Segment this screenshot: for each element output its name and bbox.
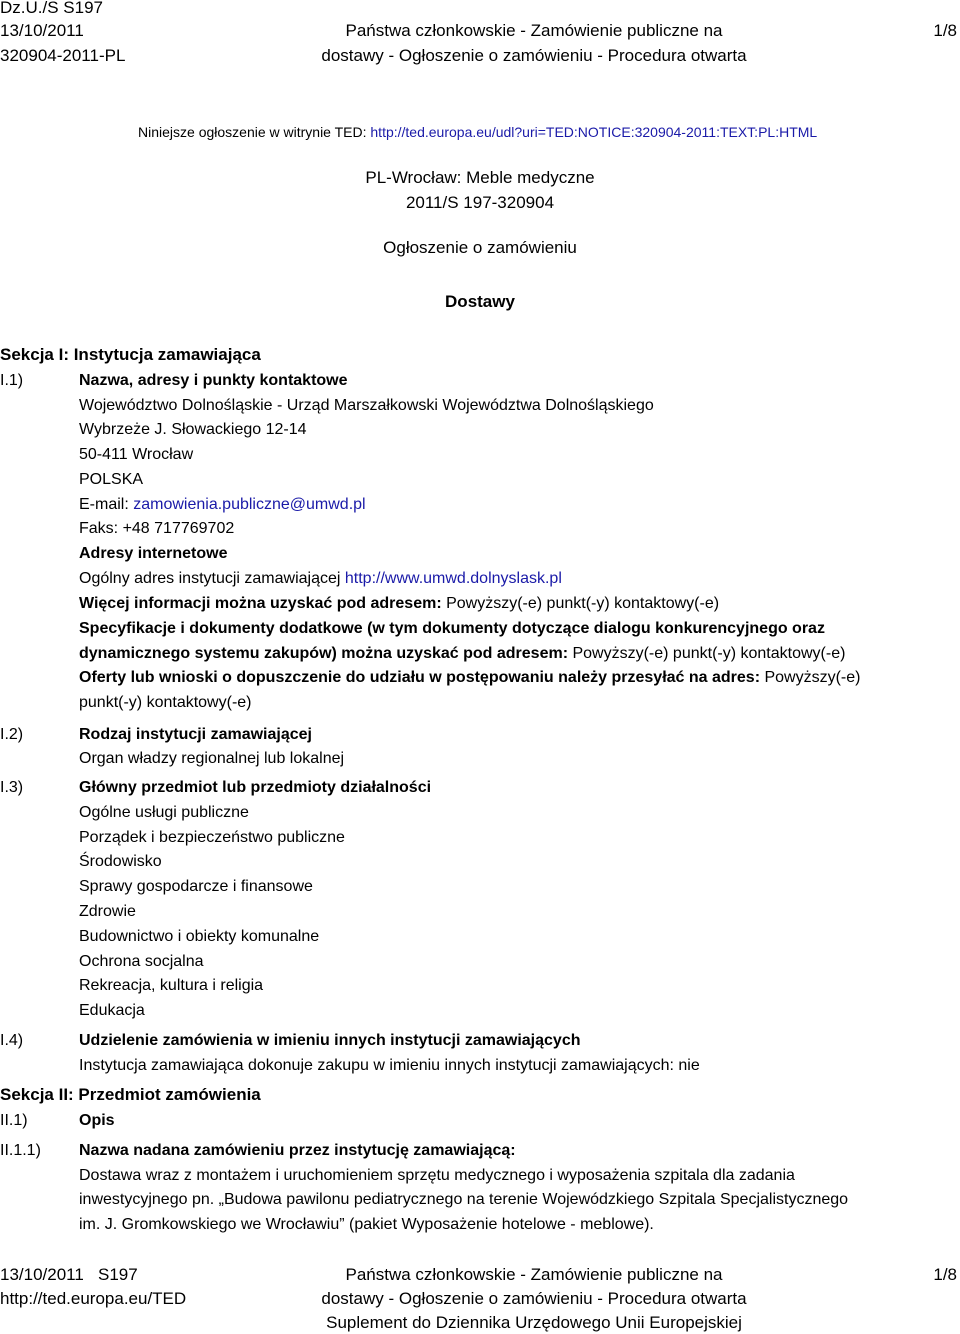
journal-ref: Dz.U./S S197 — [0, 0, 103, 17]
i2-title: Rodzaj instytucji zamawiającej — [79, 726, 312, 743]
spec-line1: Specyfikacje i dokumenty dodatkowe (w tym dokumenty dotyczące dialogu konkurencyjnego oraz — [79, 620, 825, 637]
offers-value-1: Powyższy(-e) — [764, 669, 861, 686]
i4-value: Instytucja zamawiająca dokonuje zakupu w imieniu innych instytucji zamawiających: nie — [79, 1057, 700, 1074]
fax-label: Faks: — [79, 520, 123, 537]
activity-item: Ogólne usługi publiczne — [79, 804, 249, 821]
place-title: PL-Wrocław: Meble medyczne — [365, 168, 595, 187]
i3-title: Główny przedmiot lub przedmioty działalności — [79, 779, 432, 796]
spec-line2-label: dynamicznego systemu zakupów) można uzyskać pod adresem: — [79, 645, 573, 662]
fax-value: +48 717769702 — [122, 520, 235, 537]
i1-title: Nazwa, adresy i punkty kontaktowe — [79, 372, 348, 389]
header-date: 13/10/2011 — [0, 21, 84, 40]
org-street: Wybrzeże J. Słowackiego 12-14 — [79, 421, 307, 438]
web-heading: Adresy internetowe — [79, 545, 228, 562]
i4-number: I.4) — [0, 1032, 24, 1049]
activity-item: Edukacja — [79, 1002, 145, 1019]
section1-heading: Sekcja I: Instytucja zamawiająca — [0, 345, 261, 364]
ii1-title: Opis — [79, 1112, 115, 1129]
offers-label: Oferty lub wnioski o dopuszczenie do udziału w postępowaniu należy przesyłać na adres: — [79, 669, 765, 686]
footer-title-line2: dostawy - Ogłoszenie o zamówieniu - Procedura otwarta — [321, 1289, 747, 1308]
activity-item: Środowisko — [79, 853, 162, 870]
fax-line — [79, 518, 234, 539]
footer-url: http://ted.europa.eu/TED — [0, 1289, 187, 1308]
ii11-number: II.1.1) — [0, 1142, 41, 1159]
notice-type: Ogłoszenie o zamówieniu — [383, 238, 577, 257]
section2-heading: Sekcja II: Przedmiot zamówienia — [0, 1085, 261, 1104]
activity-item: Ochrona socjalna — [79, 953, 204, 970]
email-line — [79, 494, 366, 515]
spec-line2 — [79, 643, 845, 664]
activity-item: Porządek i bezpieczeństwo publiczne — [79, 829, 345, 846]
offers-value-2: punkt(-y) kontaktowy(-e) — [79, 694, 252, 711]
header-page: 1/8 — [933, 21, 957, 40]
offers-line — [79, 667, 860, 688]
header-title-line2: dostawy - Ogłoszenie o zamówieniu - Procedura otwarta — [321, 46, 747, 65]
contract-type: Dostawy — [445, 292, 515, 311]
ted-notice-prefix: Niniejsze ogłoszenie w witrynie TED: — [138, 124, 371, 140]
org-country: POLSKA — [79, 471, 144, 488]
email-label: E-mail: — [79, 496, 134, 513]
ii11-line2: inwestycyjnego pn. „Budowa pawilonu pediatrycznego na terenie Wojewódzkiego Szpitala Specjalistycznego — [79, 1191, 849, 1208]
more-info-line — [79, 593, 719, 614]
general-address-line — [79, 568, 562, 589]
ii11-title: Nazwa nadana zamówieniu przez instytucję zamawiającą: — [79, 1142, 516, 1159]
more-info-value: Powyższy(-e) punkt(-y) kontaktowy(-e) — [446, 595, 720, 612]
i3-number: I.3) — [0, 779, 24, 796]
footer-date-issue: 13/10/2011 S197 — [0, 1265, 138, 1284]
footer-supplement: Suplement do Dziennika Urzędowego Unii Europejskiej — [326, 1313, 742, 1332]
ted-notice-line — [138, 123, 817, 141]
org-name: Województwo Dolnośląskie - Urząd Marszałkowski Województwa Dolnośląskiego — [79, 397, 654, 414]
general-address-link[interactable]: http://www.umwd.dolnyslask.pl — [344, 570, 562, 587]
spec-line2-value: Powyższy(-e) punkt(-y) kontaktowy(-e) — [572, 645, 846, 662]
footer-title-line1: Państwa członkowskie - Zamówienie publiczne na — [345, 1265, 723, 1284]
notice-ref: 2011/S 197-320904 — [405, 193, 555, 212]
ii1-number: II.1) — [0, 1112, 28, 1129]
activity-item: Zdrowie — [79, 903, 136, 920]
i4-title: Udzielenie zamówienia w imieniu innych instytucji zamawiających — [79, 1032, 581, 1049]
activity-item: Budownictwo i obiekty komunalne — [79, 928, 320, 945]
activity-item: Sprawy gospodarcze i finansowe — [79, 878, 313, 895]
more-info-label: Więcej informacji można uzyskać pod adresem: — [79, 595, 447, 612]
general-address-label: Ogólny adres instytucji zamawiającej — [79, 570, 345, 587]
email-link[interactable]: zamowienia.publiczne@umwd.pl — [133, 496, 366, 513]
i2-number: I.2) — [0, 726, 24, 743]
ii11-line1: Dostawa wraz z montażem i uruchomieniem sprzętu medycznego i wyposażenia szpitala dla zadania — [79, 1167, 795, 1184]
activity-item: Rekreacja, kultura i religia — [79, 977, 264, 994]
footer-page: 1/8 — [933, 1265, 957, 1284]
org-city: 50-411 Wrocław — [79, 446, 194, 463]
header-doc-id: 320904-2011-PL — [0, 46, 126, 65]
i1-number: I.1) — [0, 372, 24, 389]
ii11-line3: im. J. Gromkowskiego we Wrocławiu” (pakiet Wyposażenie hotelowe - meblowe). — [79, 1216, 654, 1233]
header-title-line1: Państwa członkowskie - Zamówienie publiczne na — [345, 21, 723, 40]
ted-notice-link[interactable]: http://ted.europa.eu/udl?uri=TED:NOTICE:320904-2011:TEXT:PL:HTML — [370, 124, 818, 140]
i2-value: Organ władzy regionalnej lub lokalnej — [79, 750, 345, 767]
